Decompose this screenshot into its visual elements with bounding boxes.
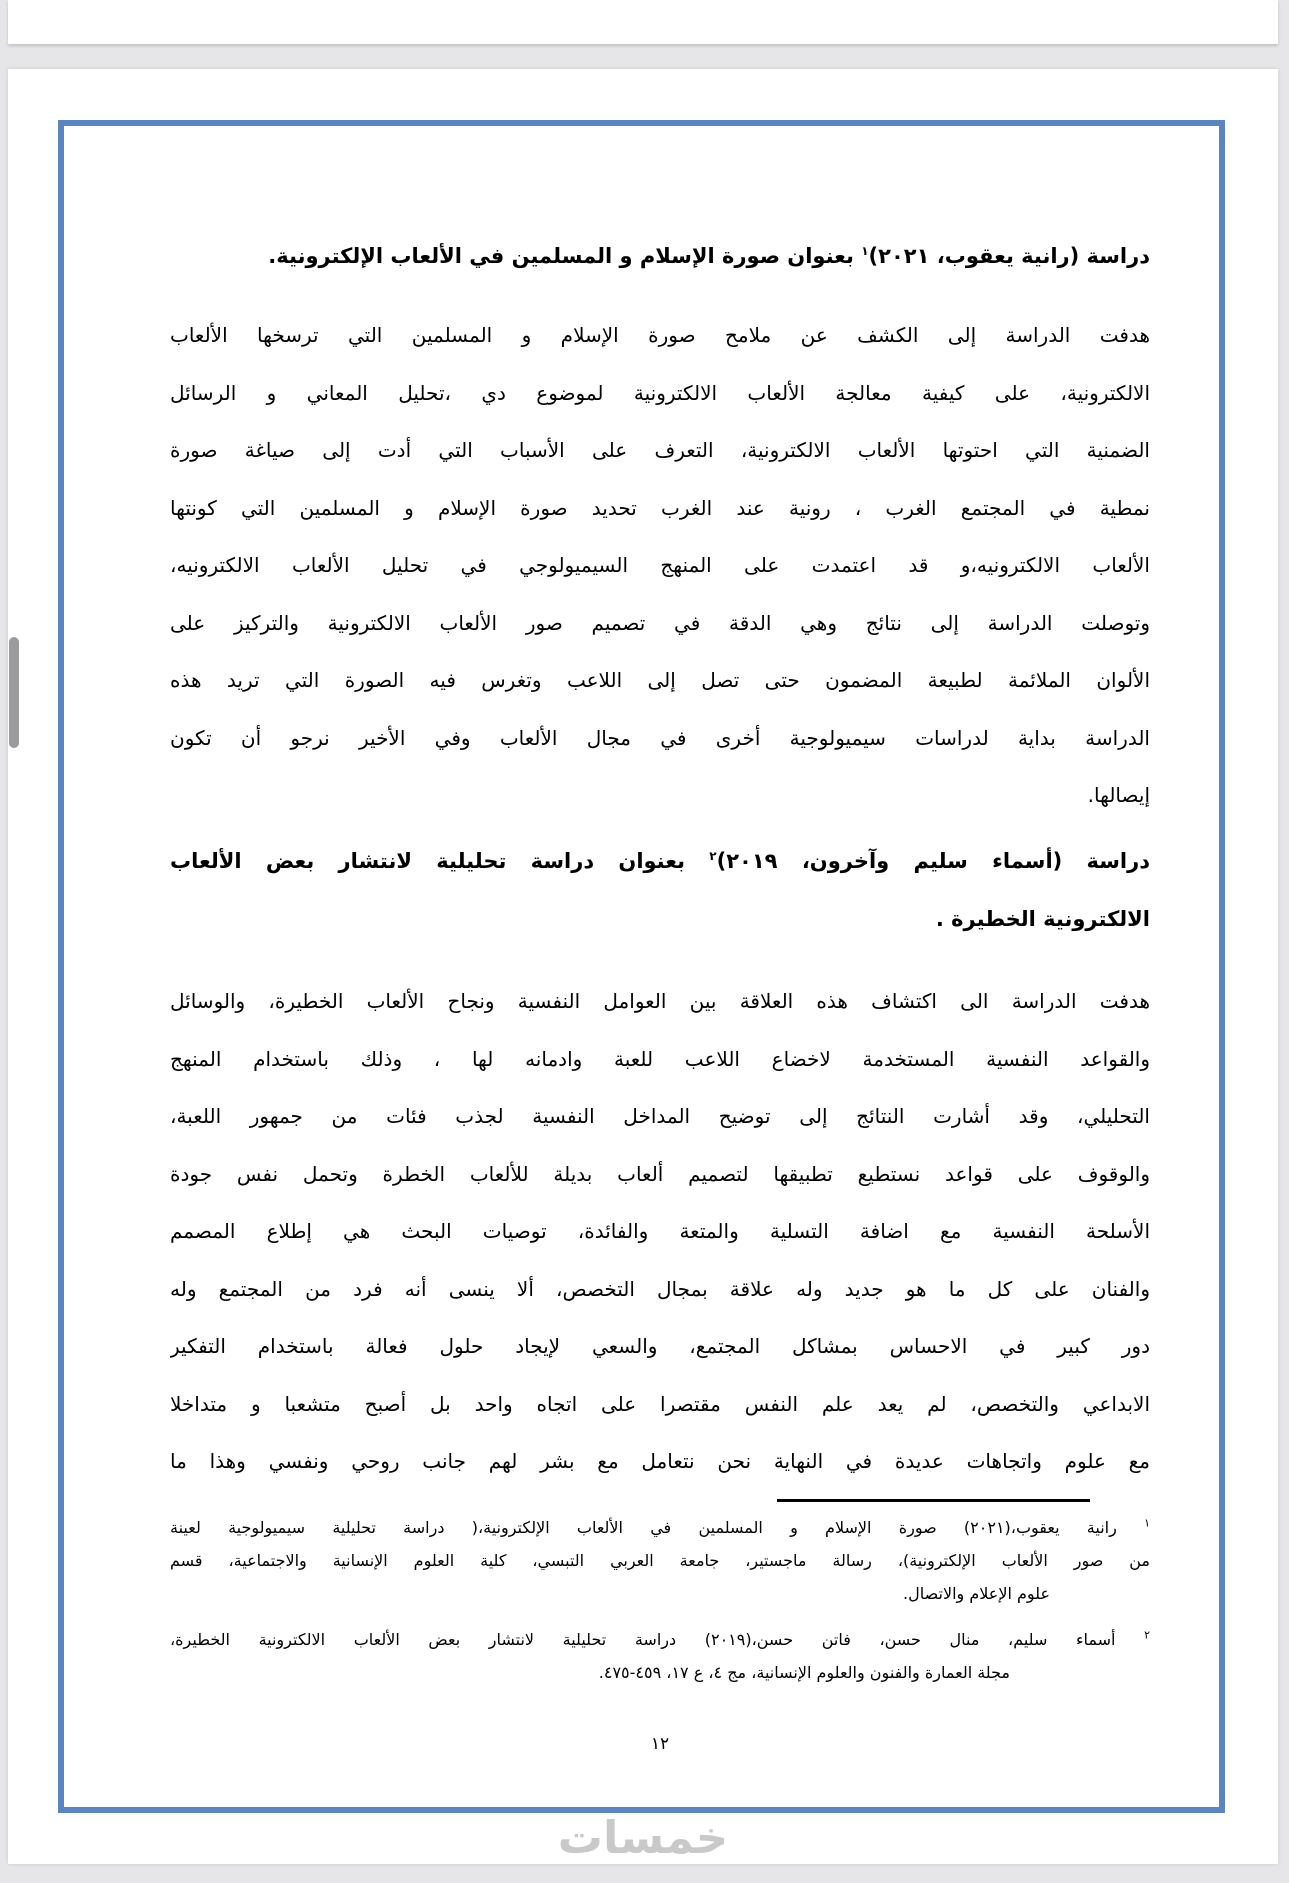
footnote-line: $^١$ رانية يعقوب،(٢٠٢١) صورة الإسلام و المسلمين في الألعاب الإلكترونية،( دراسة تحليلية سيميولوجية لعينة [170, 1516, 1150, 1537]
study1-heading [170, 228, 1150, 286]
text-line: دور كبير في الاحساس بمشاكل المجتمع، والسعي لإيجاد حلول فعالة باستخدام التفكير [170, 1334, 1150, 1358]
study2-body-paragraph [170, 973, 1150, 1491]
text-line: الألوان الملائمة لطبيعة المضمون حتى تصل إلى اللاعب وتغرس فيه الصورة التي تريد هذه [170, 668, 1150, 692]
text-line: الضمنية التي احتوتها الألعاب الالكترونية، التعرف على الأسباب التي أدت إلى صياغة صورة [170, 438, 1150, 462]
study2-heading [170, 833, 1150, 948]
footnote-line: مجلة العمارة والفنون والعلوم الإنسانية، مج ٤، ع ١٧، ٤٥٩-٤٧٥. [598, 1663, 1010, 1682]
footnote-number-marker: ٢ [1144, 1628, 1150, 1642]
text-line: هدفت الدراسة إلى الكشف عن ملامح صورة الإسلام و المسلمين التي ترسخها الألعاب [170, 323, 1150, 347]
khamsat-watermark: خمسات [557, 1811, 729, 1864]
page-number: ١٢ [650, 1734, 670, 1754]
text-line: الألعاب الالكترونيه،و قد اعتمدت على المنهج السيميولوجي في تحليل الألعاب الالكترونيه، [170, 553, 1150, 577]
study1-body-paragraph [170, 307, 1150, 825]
footnote-line: علوم الإعلام والاتصال. [903, 1584, 1050, 1603]
footnote-item [170, 1623, 1150, 1689]
footnote-ref-marker: ١ [861, 244, 869, 258]
heading-line: دراسة (رانية يعقوب، ٢٠٢١)$^١$ بعنوان صورة الإسلام و المسلمين في الألعاب الإلكترونية. [268, 244, 1150, 268]
text-column [170, 69, 1150, 1864]
text-line: الابداعي والتخصص، لم يعد علم النفس مقتصرا على اتجاه واحد بل أصبح متشعبا و متداخلا [170, 1391, 1150, 1416]
text-line: الأسلحة النفسية مع اضافة التسلية والمتعة والفائدة، توصيات البحث هي إطلاع المصمم [170, 1219, 1150, 1243]
footnote-item [170, 1511, 1150, 1610]
text-line: هدفت الدراسة الى اكتشاف هذه العلاقة بين العوامل النفسية ونجاح الألعاب الخطيرة، والوسائل [170, 989, 1150, 1013]
text-line: التحليلي، وقد أشارت النتائج إلى توضيح المداخل النفسية لجذب فئات من جمهور اللعبة، [170, 1104, 1150, 1128]
scrollbar-thumb[interactable] [9, 637, 19, 748]
footnote-line: $^٢$ أسماء سليم، منال حسن، فاتن حسن،(٢٠١٩) دراسة تحليلية لانتشار بعض الألعاب الالكترونية الخطيرة، [170, 1628, 1150, 1649]
previous-page-edge [8, 0, 1278, 44]
text-line: مع علوم واتجاهات عديدة في النهاية نحن نتعامل مع بشر لهم جانب روحي ونفسي وهذا ما [170, 1449, 1150, 1473]
text-line: والوقوف على قواعد نستطيع تطبيقها لتصميم ألعاب بديلة للألعاب الخطرة وتحمل نفس جودة [170, 1161, 1150, 1186]
footnote-separator [777, 1499, 1090, 1502]
document-page [8, 69, 1278, 1864]
text-line: إيصالها. [1087, 783, 1150, 807]
text-line: والفنان على كل ما هو جديد وله علاقة بمجال التخصص، ألا ينسى أنه فرد من المجتمع وله [170, 1276, 1150, 1301]
text-line: الالكترونية، على كيفية معالجة الألعاب الالكترونية لموضوع دي ،تحليل المعاني و الرسائل [170, 380, 1150, 405]
footnote-ref-marker: ٢ [709, 849, 717, 863]
footnote-number-marker: ١ [1144, 1516, 1150, 1530]
text-line: وتوصلت الدراسة إلى نتائج وهي الدقة في تصميم صور الألعاب الالكترونية والتركيز على [170, 610, 1150, 635]
heading-line: دراسة (أسماء سليم وآخرون، ٢٠١٩)$^٢$ بعنوان دراسة تحليلية لانتشار بعض الألعاب [170, 849, 1150, 873]
text-line: نمطية في المجتمع الغرب ، رونية عند الغرب تحديد صورة الإسلام و المسلمين التي كونتها [170, 495, 1150, 520]
heading-line: الالكترونية الخطيرة . [935, 906, 1150, 931]
footnote-line: من صور الألعاب الإلكترونية)، رسالة ماجستير، جامعة العربي التبسي، كلية العلوم الإنسانية والاجتماعية، قسم [170, 1551, 1150, 1570]
text-line: والقواعد النفسية المستخدمة لاخضاع اللاعب للعبة وادمانه لها ، وذلك باستخدام المنهج [170, 1046, 1150, 1071]
text-line: الدراسة بداية لدراسات سيميولوجية أخرى في مجال الألعاب وفي الأخير نرجو أن تكون [170, 725, 1150, 750]
